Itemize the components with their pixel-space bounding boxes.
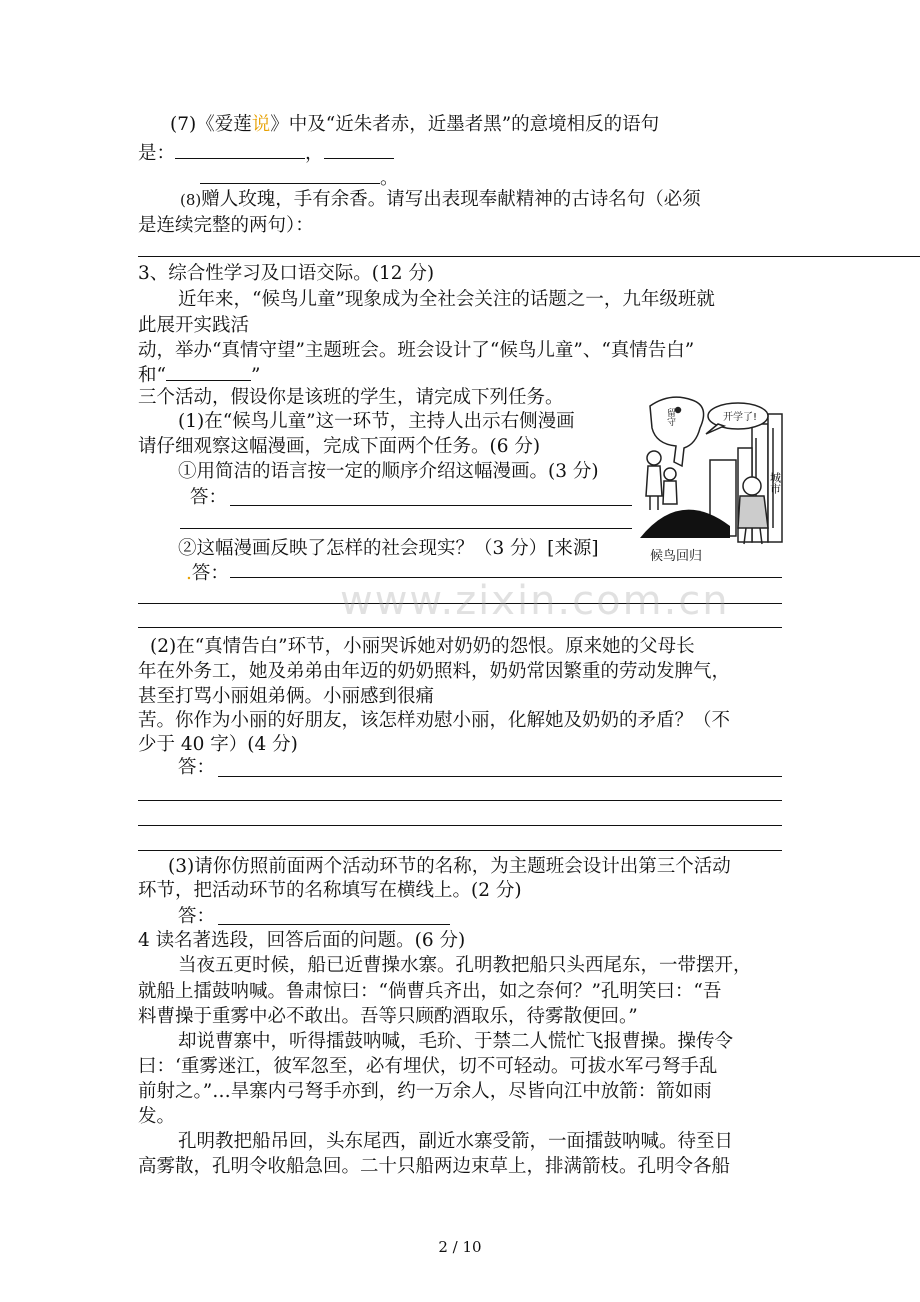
part3-answer-rule[interactable] bbox=[218, 924, 450, 925]
passage-line-7: 发。 bbox=[138, 1106, 176, 1127]
part2-answer-rule-4[interactable] bbox=[138, 850, 782, 851]
cartoon-drawing bbox=[640, 388, 792, 570]
passage-line-4: 却说曹寨中，听得擂鼓呐喊，毛玠、于禁二人慌忙飞报曹操。操传令 bbox=[178, 1031, 734, 1052]
part2-line-1: (2)在“真情告白”环节，小丽哭诉她对奶奶的怨恨。原来她的父母长 bbox=[150, 636, 695, 657]
part1-line-2: 请仔细观察这幅漫画，完成下面两个任务。(6 分) bbox=[138, 436, 541, 457]
activity-name-blank[interactable] bbox=[166, 362, 251, 381]
left-sign: 留守 bbox=[665, 408, 675, 426]
section4-title: 4 读名著选段，回答后面的问题。(6 分) bbox=[138, 930, 466, 951]
task2-text: ②这幅漫画反映了怎样的社会现实？（3 分）[来源] bbox=[178, 538, 599, 559]
comic-caption: 候鸟回归 bbox=[650, 549, 703, 564]
part3-answer bbox=[178, 905, 782, 929]
passage-line-8: 孔明教把船吊回，头东尾西，副近水寨受箭，一面擂鼓呐喊。待至日 bbox=[178, 1131, 734, 1152]
passage-line-9: 高雾散，孔明令收船急回。二十只船两边束草上，排满箭枝。孔明令各船 bbox=[138, 1156, 731, 1177]
q7-prompt bbox=[170, 113, 782, 137]
section3-intro-1: 近年来，“候鸟儿童”现象成为全社会关注的话题之一，九年级班就 bbox=[178, 289, 715, 310]
task1-text: ①用简洁的语言按一定的顺序介绍这幅漫画。(3 分) bbox=[178, 461, 599, 482]
q7-answer-line bbox=[138, 140, 782, 166]
speech-text: 开学了! bbox=[723, 412, 758, 423]
part2-answer-rule-1[interactable] bbox=[218, 776, 782, 777]
children bbox=[646, 451, 677, 510]
section3-intro-3: 动，举办“真情守望”主题班会。班会设计了“候鸟儿童”、“真情告白” bbox=[138, 340, 695, 361]
task2-answer-rule-3[interactable] bbox=[138, 627, 782, 628]
q7-prompt-tail: 》中及“近朱者赤，近墨者黑”的意境相反的语句 bbox=[270, 114, 660, 135]
part3-line-1: (3)请你仿照前面两个活动环节的名称，为主题班会设计出第三个活动 bbox=[168, 856, 731, 877]
q7-period: 。 bbox=[380, 168, 399, 189]
q8-answer-rule[interactable] bbox=[138, 256, 920, 257]
passage-line-1: 当夜五更时候，船已近曹操水寨。孔明教把船只头西尾东，一带摆开， bbox=[178, 955, 752, 976]
q7-blank-2[interactable] bbox=[324, 140, 394, 159]
page-number: 2 / 10 bbox=[438, 1238, 482, 1256]
part2-answer-rule-3[interactable] bbox=[138, 825, 782, 826]
q8-number: (8) bbox=[180, 191, 202, 209]
part2-line-2: 年在外务工，她及弟弟由年迈的奶奶照料，奶奶常因繁重的劳动发脾气， bbox=[138, 661, 731, 682]
q7-answer-label: 是： bbox=[138, 143, 176, 164]
passage-line-5: 曰：‘重雾迷江，彼军忽至，必有埋伏，切不可轻动。可拔水军弓弩手乱 bbox=[138, 1056, 718, 1077]
task2-answer-label: 答： bbox=[191, 563, 229, 584]
passage-line-2: 就船上擂鼓呐喊。鲁肃惊曰：“倘曹兵齐出，如之奈何？”孔明笑曰：“吾 bbox=[138, 981, 722, 1002]
intro4-open: 和“ bbox=[138, 365, 166, 386]
part2-line-5: 少于 40 字）(4 分) bbox=[138, 734, 298, 755]
cartoon-illustration bbox=[640, 388, 792, 570]
section3-intro-5: 三个活动，假设你是该班的学生，请完成下列任务。 bbox=[138, 387, 564, 408]
part2-line-4: 苦。你作为小丽的好朋友，该怎样劝慰小丽，化解她及奶奶的矛盾？（不 bbox=[138, 710, 731, 731]
passage-line-6: 前射之。”…旱寨内弓弩手亦到，约一万余人，尽皆向江中放箭：箭如雨 bbox=[138, 1081, 712, 1102]
part3-line-2: 环节，把活动环节的名称填写在横线上。(2 分) bbox=[138, 880, 522, 901]
part1-line-1: (1)在“候鸟儿童”这一环节，主持人出示右侧漫画 bbox=[178, 411, 575, 432]
q7-comma: ， bbox=[305, 143, 324, 164]
section3-intro-4 bbox=[138, 362, 782, 388]
marked-char: 说 bbox=[251, 114, 271, 135]
q8-line-2: 是连续完整的两句）： bbox=[138, 215, 314, 236]
q7-prompt-text: (7)《爱莲 bbox=[170, 114, 252, 135]
part3-answer-label: 答： bbox=[178, 906, 216, 927]
q8-line-1 bbox=[180, 188, 782, 212]
q7-blank-1[interactable] bbox=[175, 140, 305, 159]
passage-line-3: 料曹操于重雾中必不敢出。吾等只顾酌酒取乐，待雾散便回。” bbox=[138, 1006, 638, 1027]
watermark: www.zixin.com.cn bbox=[340, 578, 730, 624]
q7-blank-3[interactable] bbox=[200, 165, 380, 184]
q8-text-1: 赠人玫瑰，手有余香。请写出表现奉献精神的古诗名句（必须 bbox=[201, 189, 701, 210]
part2-answer-label: 答： bbox=[178, 757, 216, 778]
task1-answer-rule-2[interactable] bbox=[180, 528, 632, 529]
part2-answer-rule-2[interactable] bbox=[138, 800, 782, 801]
task1-answer-rule-1[interactable] bbox=[230, 505, 632, 506]
part2-line-3: 甚至打骂小丽姐弟俩。小丽感到很痛 bbox=[138, 686, 435, 707]
task1-answer-label: 答： bbox=[190, 487, 228, 508]
section3-title: 3、综合性学习及口语交际。(12 分) bbox=[138, 263, 435, 284]
task2-marker: . bbox=[186, 563, 192, 584]
intro4-close: ” bbox=[250, 365, 261, 386]
section3-intro-2: 此展开实践活 bbox=[138, 315, 250, 336]
city-sign: 城市 bbox=[768, 472, 782, 494]
